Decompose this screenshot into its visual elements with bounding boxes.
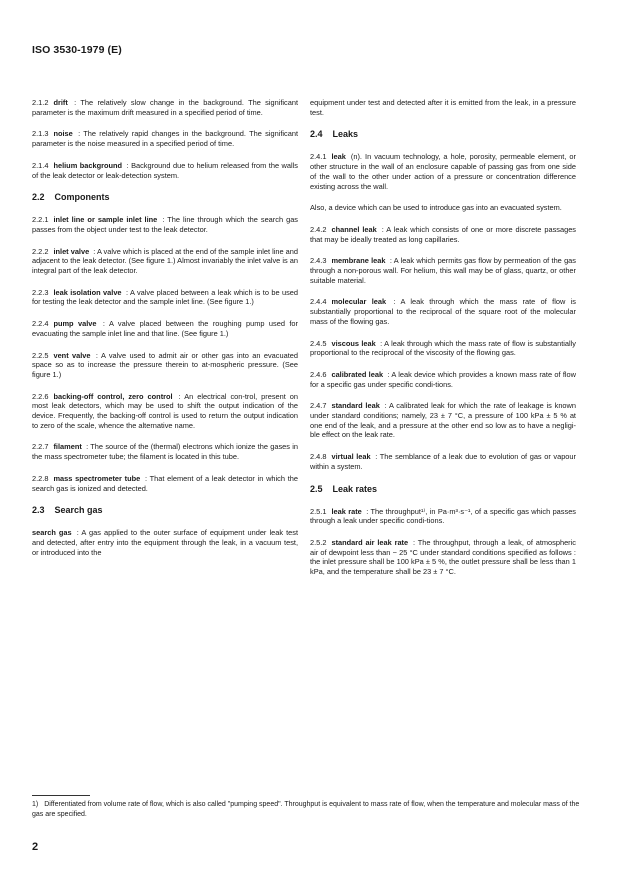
clause-number: 2.2.7 <box>32 442 49 452</box>
clause-number: 2.4.3 <box>310 256 327 266</box>
clause-number: 2.2.8 <box>32 473 49 483</box>
definition-text: : Background due to helium released from the walls of the leak detector or leak-detection system. <box>32 160 298 180</box>
definition-text: : A valve placed between the roughing pump used for evacuating the sample inlet line and that line. (See figure 1.) <box>32 319 298 338</box>
section-title: Search gas <box>54 505 103 516</box>
definition-paragraph <box>32 442 298 461</box>
defined-term: inlet valve <box>53 246 90 256</box>
defined-term: drift <box>53 98 68 107</box>
footnote-number: 1) <box>32 801 39 808</box>
clause-number: 2.1.2 <box>32 98 49 107</box>
section-heading <box>32 505 298 515</box>
clause-number: 2.2.6 <box>32 391 49 401</box>
definition-paragraph <box>310 256 576 285</box>
definition-paragraph <box>310 297 576 326</box>
definition-text: : The throughput, through a leak, of atmospheric air of dewpoint less than − 25 °C under standard conditions specified as follows : the inlet pressure shall be 100 kPa ± 5 %, the outlet pressure shall be less than 1 kPa, and the temperature shall be 23 ± 7 °C. <box>310 537 576 577</box>
definition-text: : A leak through which the mass rate of flow is substantially proportional to the reciprocal of the viscosity of the flowing gas. <box>310 338 576 358</box>
page-number: 2 <box>32 841 39 853</box>
definition-paragraph <box>310 370 576 389</box>
footnote-text: Differentiated from volume rate of flow, which is also called "pumping speed". Throughput is equivalent to mass rate of flow, when the temperature and molecular mass of the gas are specified. <box>32 801 580 818</box>
definition-paragraph <box>32 528 298 557</box>
defined-term: calibrated leak <box>331 369 384 379</box>
defined-term: pump valve <box>53 319 97 329</box>
defined-term: filament <box>53 442 82 452</box>
definition-text: : The source of the (thermal) electrons which ionize the gases in the mass spectrometer tube; the filament is located in this tube. <box>32 442 298 462</box>
text-paragraph <box>310 203 576 213</box>
definition-paragraph <box>310 339 576 358</box>
defined-term: virtual leak <box>331 452 371 462</box>
defined-term: search gas <box>32 528 72 538</box>
definition-paragraph <box>310 507 576 526</box>
clause-number: 2.4.5 <box>310 338 327 348</box>
clause-number: 2.4.7 <box>310 401 327 411</box>
text-paragraph <box>310 98 576 117</box>
clause-number: 2.1.3 <box>32 129 49 139</box>
clause-number: 2.2.4 <box>32 319 49 329</box>
defined-term: mass spectrometer tube <box>53 473 141 483</box>
definition-paragraph <box>32 392 298 431</box>
definition-paragraph <box>310 538 576 577</box>
definition-paragraph <box>32 319 298 338</box>
defined-term: viscous leak <box>331 338 376 348</box>
defined-term: molecular leak <box>331 297 387 307</box>
definition-text: : A valve used to admit air or other gas into an evacuated space so as to increase the pressure therein to at-mospheric pressure. (See figure 1.) <box>32 350 298 379</box>
defined-term: helium background <box>53 160 123 170</box>
definition-text: : The semblance of a leak due to evolution of gas or vapour within a system. <box>310 452 576 471</box>
clause-number: 2.2.2 <box>32 246 49 256</box>
clause-number: 2.4.8 <box>310 452 327 462</box>
definition-text: : A leak through which the mass rate of flow is substantially proportional to the reciprocal of the square root of the molecular mass of the flowing gas. <box>310 297 576 326</box>
defined-term: noise <box>53 129 73 139</box>
section-number: 2.2 <box>32 192 45 203</box>
defined-term: standard air leak rate <box>331 537 409 547</box>
definition-text: : An electrical con-trol, present on most leak detectors, which may be used to shift the output indication of the device. Frequently, the backing-off control is used to return the output indication to zero of the scale, whence the alternative name. <box>32 391 298 430</box>
left-column <box>32 98 298 569</box>
definition-text: : A valve placed between a leak which is to be used for testing the leak detector and the sample inlet line. (See figure 1.) <box>32 287 299 307</box>
definition-paragraph <box>32 288 298 307</box>
clause-number: 2.2.1 <box>32 215 49 225</box>
definition-paragraph <box>310 152 576 191</box>
right-column <box>310 98 576 589</box>
definition-text: (n). In vacuum technology, a hole, porosity, permeable element, or other structure in the wall of an enclosure capable of passing gas from one side of the wall to the other under action of a pressure or concentration difference existing across the wall. <box>310 152 576 191</box>
definition-text: : A leak which permits gas flow by permeation of the gas through a non-porous wall. For helium, this wall may be of glass, quartz, or other suitable material. <box>310 256 576 285</box>
defined-term: backing-off control, zero control <box>53 391 173 401</box>
section-title: Components <box>54 192 110 203</box>
section-number: 2.3 <box>32 505 45 516</box>
definition-paragraph <box>310 401 576 440</box>
definition-text: : A leak device which provides a known mass rate of flow for a specific gas under specific condi-tions. <box>310 369 576 389</box>
definition-text: : A gas applied to the outer surface of equipment under leak test and detected, after entry into the equipment through the leak, in a vacuum test, or introduced into the <box>32 528 298 557</box>
definition-paragraph <box>310 225 576 244</box>
definition-text: : The relatively rapid changes in the background. The significant parameter is the noise measured in a specified period of time. <box>32 129 299 149</box>
definition-paragraph <box>32 215 298 234</box>
definition-paragraph <box>310 452 576 471</box>
clause-number: 2.4.1 <box>310 152 327 162</box>
definition-text: : A calibrated leak for which the rate of leakage is known under standard conditions; namely, 23 ± 7 °C, a pressure of 100 kPa ± 5 % at one end of the leak, and a pressure at the other end so low as to have a negligi-ble effect on the leak rate. <box>310 401 576 440</box>
section-heading <box>32 192 298 202</box>
clause-number: 2.1.4 <box>32 160 49 170</box>
definition-text: : That element of a leak detector in which the search gas is ionized and detected. <box>32 473 298 493</box>
definition-text: : A valve which is placed at the end of the sample inlet line and adjacent to the leak detector. (See figure 1.) Almost invariably the inlet valve is an integral part of the leak detector. <box>32 246 298 276</box>
clause-number: 2.4.4 <box>310 297 327 307</box>
definition-paragraph <box>32 247 298 276</box>
definition-paragraph <box>32 98 298 117</box>
clause-number: 2.2.5 <box>32 350 49 360</box>
defined-term: membrane leak <box>331 256 386 266</box>
defined-term: leak <box>331 152 346 162</box>
section-number: 2.5 <box>310 483 323 494</box>
document-header: ISO 3530-1979 (E) <box>32 44 122 56</box>
clause-number: 2.5.1 <box>310 506 327 516</box>
definition-text: : A leak which consists of one or more discrete passages that may be ideally treated as long capillaries. <box>310 224 576 244</box>
footnote <box>32 800 584 819</box>
section-title: Leaks <box>332 129 359 140</box>
section-number: 2.4 <box>310 129 323 140</box>
section-heading <box>310 484 576 494</box>
clause-number: 2.4.6 <box>310 369 327 379</box>
section-heading <box>310 129 576 139</box>
definition-text: Also, a device which can be used to introduce gas into an evacuated system. <box>310 203 562 213</box>
clause-number: 2.4.2 <box>310 224 327 234</box>
definition-paragraph <box>32 161 298 180</box>
defined-term: vent valve <box>53 350 91 360</box>
definition-paragraph <box>32 129 298 148</box>
clause-number: 2.2.3 <box>32 287 49 297</box>
definition-text: : The line through which the search gas passes from the object under test to the leak detector. <box>32 215 298 234</box>
definition-paragraph <box>32 474 298 493</box>
defined-term: channel leak <box>331 224 377 234</box>
defined-term: leak isolation valve <box>53 287 122 297</box>
defined-term: standard leak <box>331 401 380 411</box>
definition-paragraph <box>32 351 298 380</box>
defined-term: inlet line or sample inlet line <box>53 215 158 225</box>
defined-term: leak rate <box>331 506 362 516</box>
definition-text: equipment under test and detected after it is emitted from the leak, in a pressure test. <box>310 98 576 117</box>
clause-number: 2.5.2 <box>310 537 327 547</box>
definition-text: : The throughput¹⁾, in Pa·m³·s⁻¹, of a specific gas which passes through a leak under specific condi-tions. <box>310 506 576 526</box>
definition-text: : The relatively slow change in the background. The significant parameter is the maximum drift measured in a specified period of time. <box>32 98 299 117</box>
section-title: Leak rates <box>332 483 378 494</box>
footnote-divider <box>32 795 90 796</box>
